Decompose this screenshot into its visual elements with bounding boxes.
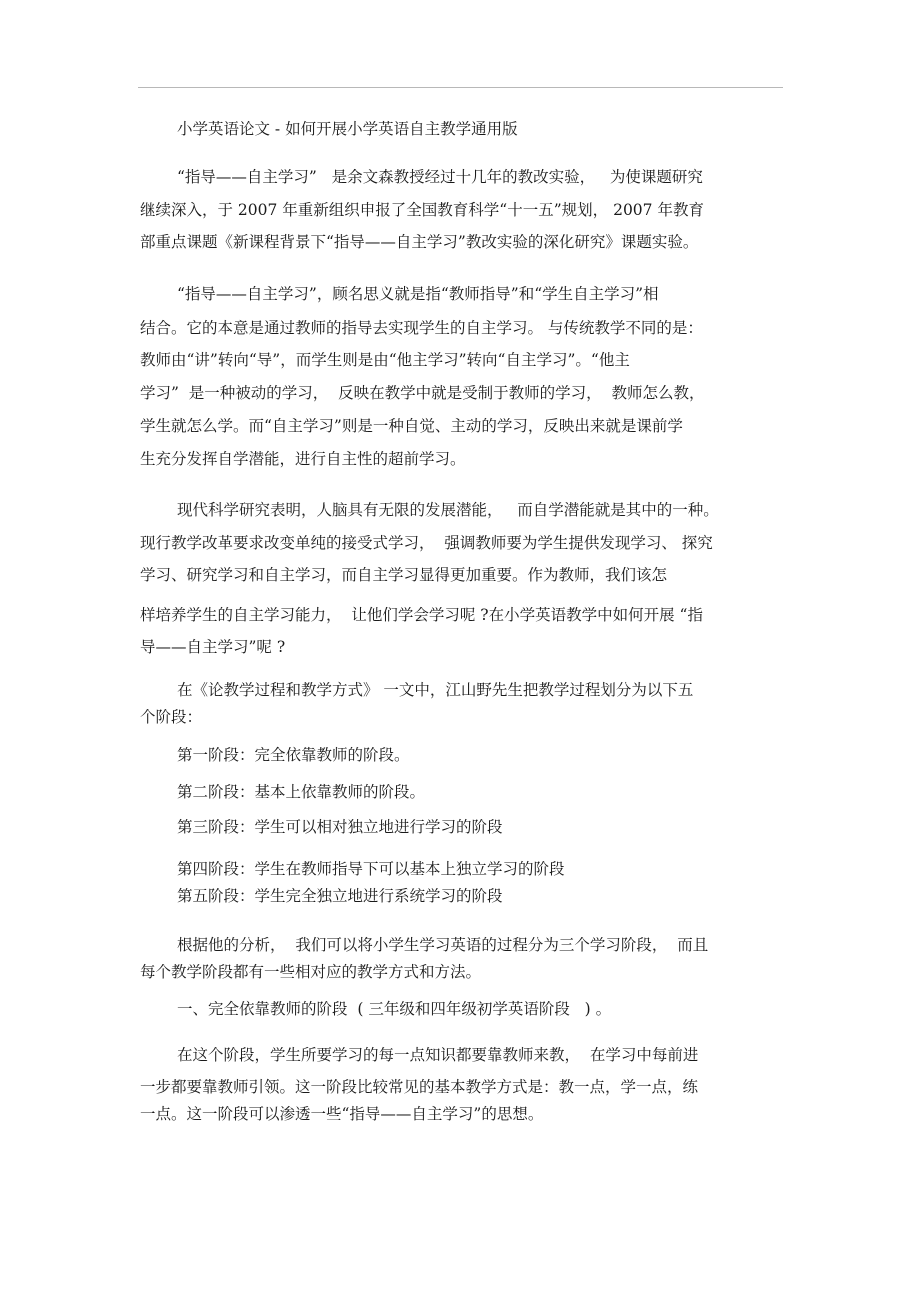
stage-2: 第二阶段：基本上依靠教师的阶段。 bbox=[177, 783, 426, 801]
stage-4: 第四阶段：学生在教师指导下可以基本上独立学习的阶段 bbox=[177, 860, 565, 878]
final-paragraph-line-3: 一点。这一阶段可以渗透一些“指导——自主学习”的思想。 bbox=[140, 1105, 544, 1123]
paragraph-3-line-2: 现行教学改革要求改变单纯的接受式学习， 强调教师要为学生提供发现学习、 探究 bbox=[140, 534, 713, 552]
final-paragraph-line-1: 在这个阶段，学生所要学习的每一点知识都要靠教师来教， 在学习中每前进 bbox=[177, 1046, 699, 1064]
paragraph-2-line-6: 生充分发挥自学潜能，进行自主性的超前学习。 bbox=[140, 450, 466, 468]
section-heading-1: 一、完全依靠教师的阶段 ( 三年级和四年级初学英语阶段 ) 。 bbox=[177, 1000, 612, 1018]
paragraph-4-line-2: 导——自主学习”呢 ? bbox=[140, 638, 286, 656]
final-paragraph-line-2: 一步都要靠教师引领。这一阶段比较常见的基本教学方式是：教一点，学一点，练 bbox=[140, 1078, 699, 1096]
stage-5: 第五阶段：学生完全独立地进行系统学习的阶段 bbox=[177, 887, 503, 905]
paragraph-2-line-3: 教师由“讲”转向“导”，而学生则是由“他主学习”转向“自主学习”。“他主 bbox=[140, 351, 630, 369]
paragraph-1-line-3: 部重点课题《新课程背景下“指导——自主学习”教改实验的深化研究》课题实验。 bbox=[140, 233, 699, 251]
paragraph-4-line-1: 样培养学生的自主学习能力， 让他们学会学习呢 ?在小学英语教学中如何开展 “指 bbox=[140, 606, 703, 624]
paragraph-2-line-4: 学习” 是一种被动的学习， 反映在教学中就是受制于教师的学习， 教师怎么教， bbox=[140, 384, 705, 402]
paragraph-2-line-1: “指导——自主学习”，顾名思义就是指“教师指导”和“学生自主学习”相 bbox=[177, 285, 659, 303]
paragraph-1-line-2: 继续深入，于 2007 年重新组织申报了全国教育科学“十一五”规划， 2007 年教育 bbox=[140, 201, 704, 219]
paragraph-2-line-5: 学生就怎么学。而“自主学习”则是一种自觉、主动的学习，反映出来就是课前学 bbox=[140, 417, 683, 435]
paragraph-2-line-2: 结合。它的本意是通过教师的指导去实现学生的自主学习。 与传统教学不同的是： bbox=[140, 319, 703, 337]
stage-3: 第三阶段：学生可以相对独立地进行学习的阶段 bbox=[177, 818, 503, 836]
paragraph-1-line-1: “指导——自主学习” 是余文森教授经过十几年的教改实验， 为使课题研究 bbox=[177, 168, 703, 186]
document-title: 小学英语论文 - 如何开展小学英语自主教学通用版 bbox=[177, 120, 518, 138]
paragraph-3-line-1: 现代科学研究表明，人脑具有无限的发展潜能， 而自学潜能就是其中的一种。 bbox=[177, 501, 719, 519]
paragraph-5-line-2: 个阶段： bbox=[140, 708, 203, 726]
analysis-line-1: 根据他的分析， 我们可以将小学生学习英语的过程分为三个学习阶段， 而且 bbox=[177, 936, 709, 954]
paragraph-5-line-1: 在《论教学过程和教学方式》 一文中，江山野先生把教学过程划分为以下五 bbox=[177, 681, 694, 699]
stage-1: 第一阶段：完全依靠教师的阶段。 bbox=[177, 746, 410, 764]
analysis-line-2: 每个教学阶段都有一些相对应的教学方式和方法。 bbox=[140, 963, 482, 981]
paragraph-3-line-3: 学习、研究学习和自主学习，而自主学习显得更加重要。作为教师，我们该怎 bbox=[140, 566, 668, 584]
header-rule bbox=[138, 87, 783, 88]
